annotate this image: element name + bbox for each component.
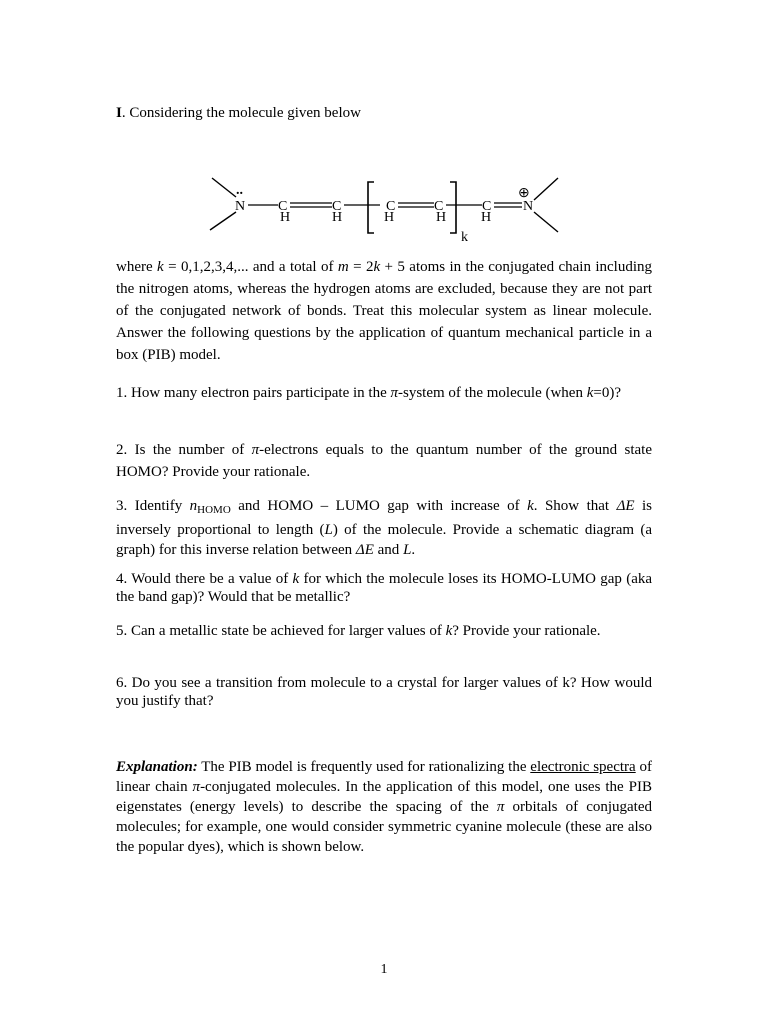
- carbon-3: C: [386, 199, 396, 214]
- electronic-spectra-link[interactable]: electronic spectra: [530, 759, 636, 775]
- question-1: 1. How many electron pairs participate in the π-system of the molecule (when k=0)?: [116, 385, 622, 401]
- carbon-2: C: [332, 199, 342, 214]
- explanation-label: Explanation:: [116, 759, 198, 775]
- left-bracket: [368, 182, 374, 233]
- nitrogen-right: N: [523, 199, 534, 214]
- question-6: 6. Do you see a transition from molecule to a crystal for larger values of k? How would you justify that?: [116, 675, 652, 709]
- question-3: 3. Identify $n_{HOMO}$ and HOMO – LUMO gap with increase of k. Show that ΔE is inversely proportional to length (L) of the molecule. Provide a schematic diagram (a graph) for this inverse relation between ΔE and L.: [116, 498, 652, 558]
- description-paragraph: where k = 0,1,2,3,4,... and a total of m = 2k + 5 atoms in the conjugated chain including the nitrogen atoms, whereas the hydrogen atoms are excluded, because they are not part of the conjugated network of bonds. Treat this molecular system as linear molecule. Answer the following questions by the application of quantum mechanical particle in a box (PIB) model.: [116, 259, 653, 363]
- hydrogen-5: H: [481, 210, 492, 225]
- right-bracket: [450, 182, 456, 233]
- right-lower-bond: [534, 212, 558, 232]
- right-upper-bond: [534, 178, 558, 200]
- carbon-1: C: [278, 199, 288, 214]
- left-upper-bond: [212, 178, 236, 197]
- hydrogen-3: H: [384, 210, 395, 225]
- hydrogen-1: H: [280, 210, 291, 225]
- left-lower-bond: [210, 212, 236, 230]
- charge-symbol: ⊕: [518, 186, 530, 201]
- hydrogen-2: H: [332, 210, 343, 225]
- page-number: 1: [380, 962, 388, 977]
- molecule-diagram: [198, 170, 568, 248]
- question-4: 4. Would there be a value of k for which the molecule loses its HOMO-LUMO gap (aka the band gap)? Would that be metallic?: [116, 571, 653, 605]
- lone-pair: ..: [236, 183, 243, 198]
- nitrogen-left: N: [235, 199, 246, 214]
- question-2: 2. Is the number of π-electrons equals to the quantum number of the ground state HOMO? Provide your rationale.: [116, 442, 652, 480]
- repeat-subscript: k: [461, 230, 468, 245]
- intro-text: . Considering the molecule given below: [121, 105, 361, 121]
- carbon-4: C: [434, 199, 444, 214]
- explanation-paragraph: Explanation: The PIB model is frequently used for rationalizing the electronic spectra of linear chain π-conjugated molecules. In the application of this model, one uses the PIB eigenstates (energy levels) to describe the spacing of the π orbitals of conjugated molecules; for example, one would consider symmetric cyanine molecule (these are also the popular dyes), which is shown below.: [116, 759, 652, 855]
- intro-line: [116, 103, 652, 123]
- carbon-5: C: [482, 199, 492, 214]
- question-5: 5. Can a metallic state be achieved for larger values of k? Provide your rationale.: [116, 623, 601, 639]
- section-number: I: [116, 105, 122, 121]
- hydrogen-4: H: [436, 210, 447, 225]
